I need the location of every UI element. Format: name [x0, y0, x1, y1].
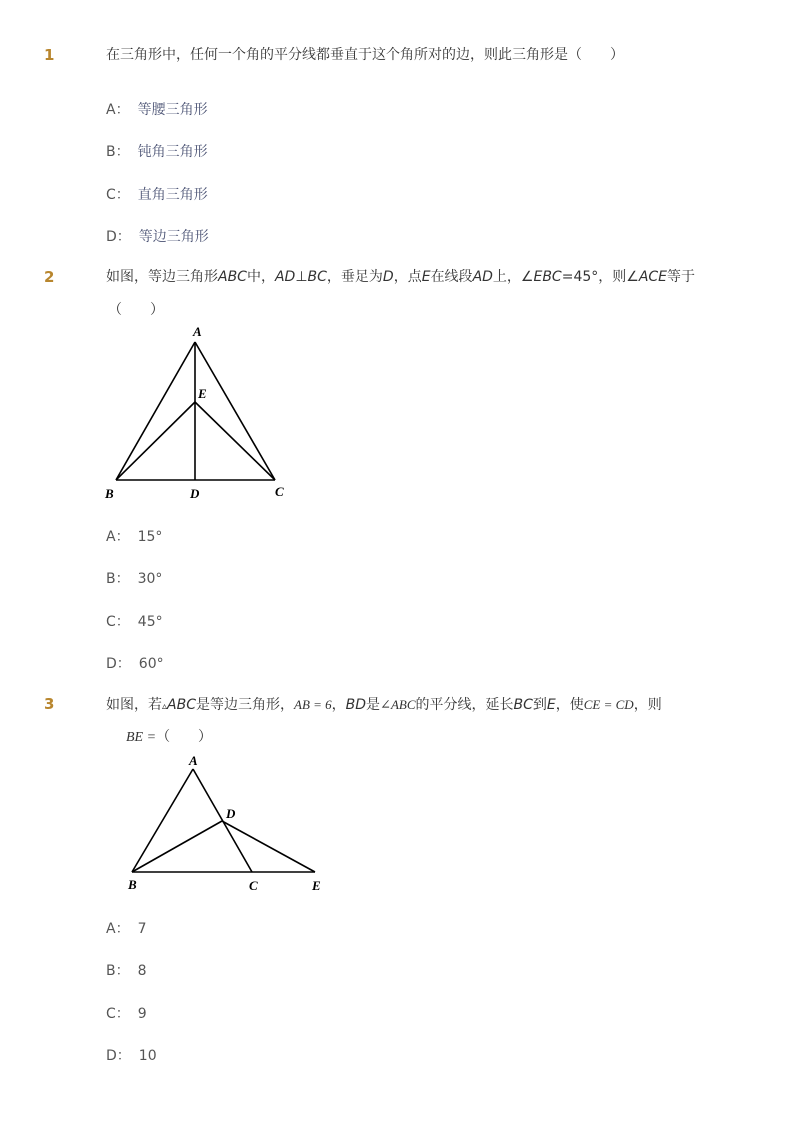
- option-b[interactable]: B： 8: [106, 963, 147, 979]
- label-b: B: [105, 486, 114, 501]
- side-ab: [132, 769, 193, 872]
- option-a[interactable]: A： 7: [106, 921, 147, 937]
- option-a[interactable]: A： 15°: [106, 529, 163, 545]
- option-d[interactable]: D： 60°: [106, 656, 164, 672]
- question-stem: 如图，若▵ABC是等边三角形，AB = 6，BD是∠ABC的平分线，延长BC到E，使CE = CD，则 BE =（ ）: [106, 697, 662, 745]
- question-stem: 如图，等边三角形ABC中，AD⊥BC，垂足为D，点E在线段AD上，∠EBC=45°，则∠ACE等于 （ ）: [106, 269, 696, 318]
- segment-be: [116, 402, 195, 480]
- question-number: 3: [44, 695, 55, 713]
- label-b: B: [128, 877, 137, 892]
- option-d[interactable]: D： 10: [106, 1048, 157, 1064]
- option-a[interactable]: A： 等腰三角形: [106, 102, 208, 118]
- label-e: E: [312, 878, 321, 893]
- label-d: D: [226, 806, 236, 821]
- label-d: D: [190, 486, 200, 501]
- question-number: 2: [44, 268, 55, 286]
- label-e: E: [198, 386, 207, 401]
- side-ab: [116, 342, 195, 480]
- question-stem: 在三角形中，任何一个角的平分线都垂直于这个角所对的边，则此三角形是（ ）: [106, 47, 624, 63]
- label-c: C: [275, 484, 284, 499]
- option-d[interactable]: D： 等边三角形: [106, 229, 209, 245]
- option-c[interactable]: C： 直角三角形: [106, 187, 208, 203]
- option-c[interactable]: C： 45°: [106, 614, 163, 630]
- option-b[interactable]: B： 钝角三角形: [106, 144, 208, 160]
- side-ac: [195, 342, 275, 480]
- figure-equilateral-triangle: [100, 322, 300, 507]
- option-b[interactable]: B： 30°: [106, 571, 163, 587]
- option-c[interactable]: C： 9: [106, 1006, 147, 1022]
- label-a: A: [193, 324, 202, 339]
- label-a: A: [189, 753, 198, 768]
- segment-de: [222, 821, 315, 872]
- question-number: 1: [44, 46, 55, 64]
- figure-extended-triangle: [120, 752, 340, 897]
- segment-ce: [195, 402, 275, 480]
- segment-bd: [132, 821, 222, 872]
- label-c: C: [249, 878, 258, 893]
